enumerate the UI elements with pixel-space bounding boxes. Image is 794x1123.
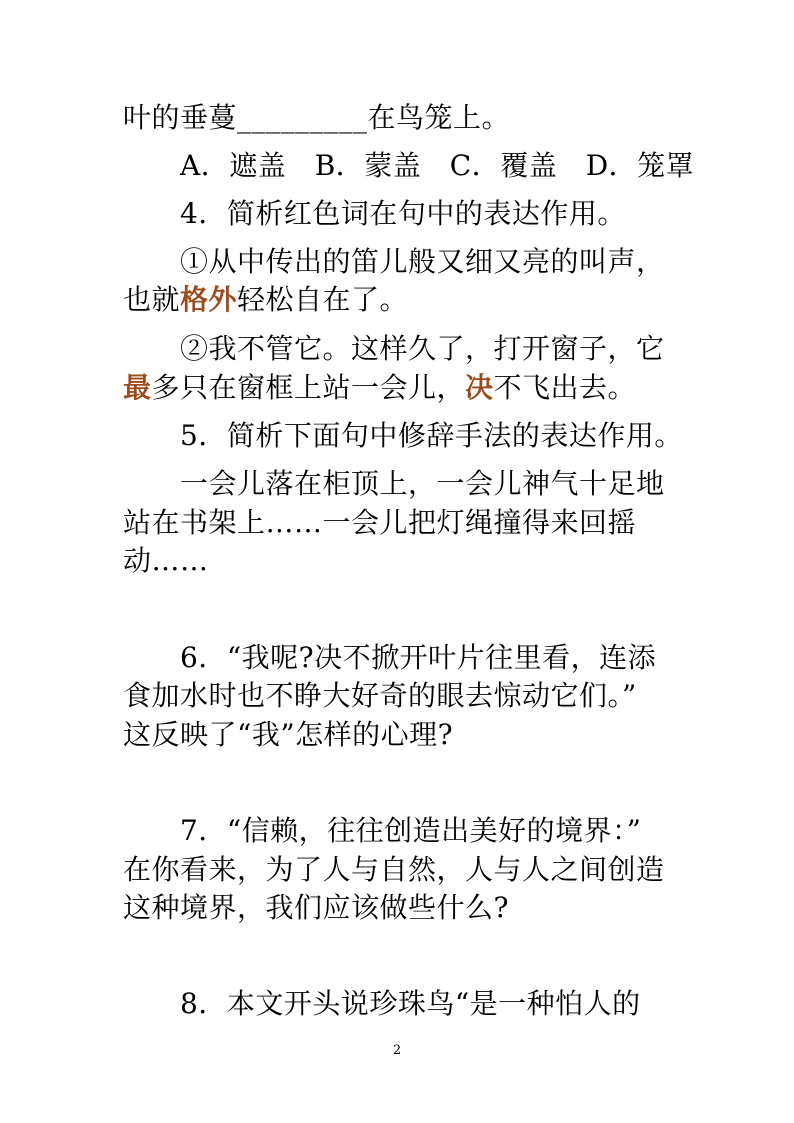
- q5-passage-line1: 一会儿落在柜顶上，一会儿神气十足地: [180, 467, 665, 500]
- q4-sentence1-line2: [123, 280, 408, 320]
- q4-sentence2-line2: [123, 368, 636, 408]
- q7-line1: 7．“信赖，往往创造出美好的境界：”: [180, 814, 642, 847]
- q4-s2-highlight-word-2: 决: [465, 371, 494, 404]
- q6-line2: 食加水时也不睁大好奇的眼去惊动它们。”: [123, 679, 637, 712]
- q4-s1-text-b: 轻松自在了。: [237, 283, 409, 316]
- q6-line3: 这反映了“我”怎样的心理?: [123, 718, 454, 751]
- q7-line3: 这种境界，我们应该做些什么?: [123, 891, 510, 924]
- q8-line1: 8．本文开头说珍珠鸟“是一种怕人的: [180, 987, 641, 1020]
- q3-continuation-line: 叶的垂蔓_________在鸟笼上。: [123, 101, 511, 134]
- q5-prompt: 5．简析下面句中修辞手法的表达作用。: [180, 419, 683, 452]
- q4-prompt: 4．简析红色词在句中的表达作用。: [180, 197, 626, 230]
- q4-s1-text-a: 也就: [123, 283, 181, 316]
- q5-passage-line2: 站在书架上……一会儿把灯绳撞得来回摇: [123, 506, 637, 539]
- q5-passage-line3: 动……: [123, 544, 209, 577]
- page-number: 2: [392, 1043, 402, 1058]
- q6-line1: 6．“我呢?决不掀开叶片往里看，连添: [180, 641, 657, 674]
- q7-line2: 在你看来，为了人与自然，人与人之间创造: [123, 853, 665, 886]
- q4-s1-highlight-word: 格外: [180, 283, 238, 316]
- q4-s2-highlight-word-1: 最: [123, 371, 152, 404]
- q3-options: A．遮盖 B．蒙盖 C．覆盖 D．笼罩: [180, 149, 695, 182]
- q4-sentence2-line1: ②我不管它。这样久了，打开窗子，它: [180, 332, 665, 365]
- q4-sentence1-line1: ①从中传出的笛儿般又细又亮的叫声，: [180, 245, 665, 278]
- q4-s2-text-end: 不飞出去。: [493, 371, 637, 404]
- q4-s2-text-mid: 多只在窗框上站一会儿，: [151, 371, 466, 404]
